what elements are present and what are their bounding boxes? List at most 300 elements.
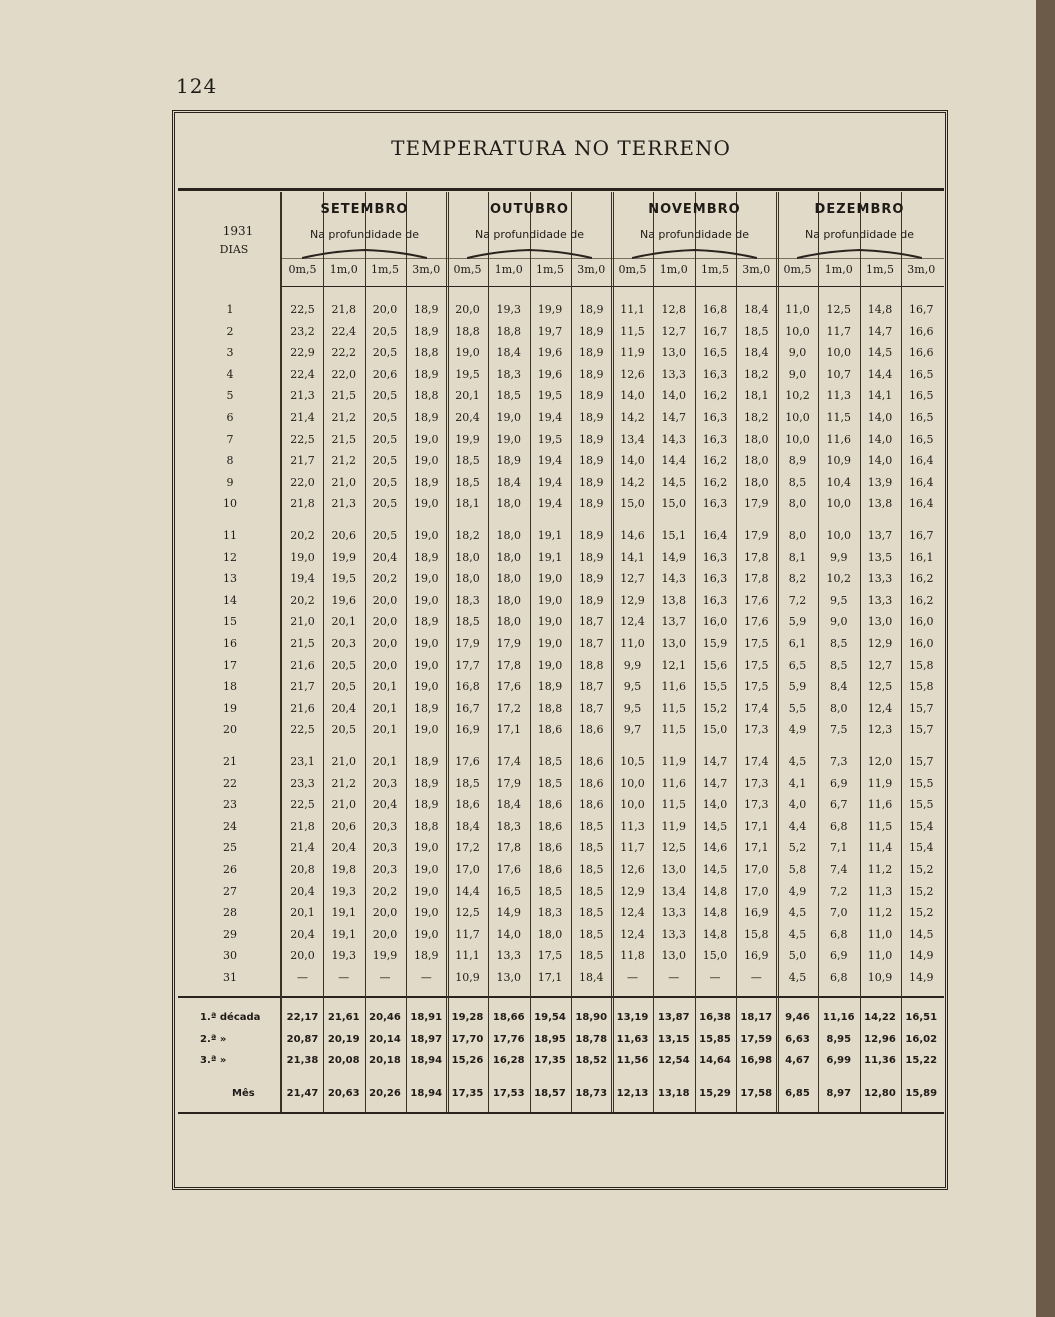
temperature-cell: 16,3 bbox=[702, 367, 728, 381]
summary-cell: 18,91 bbox=[410, 1012, 443, 1023]
temperature-cell: 12,4 bbox=[620, 927, 645, 941]
temperature-cell: 20,3 bbox=[372, 819, 398, 833]
temperature-cell: 4,9 bbox=[788, 884, 807, 898]
depth-caption: Na profundidade de bbox=[309, 228, 420, 241]
temperature-cell: 11,3 bbox=[826, 389, 851, 403]
temperature-cell: 20,6 bbox=[372, 367, 398, 381]
temperature-cell: — bbox=[338, 971, 350, 984]
temperature-cell: 19,0 bbox=[414, 593, 439, 607]
summary-cell: 19,54 bbox=[534, 1012, 566, 1023]
temperature-cell: 15,8 bbox=[744, 927, 769, 941]
temperature-cell: 21,0 bbox=[331, 755, 356, 768]
temperature-cell: 10,5 bbox=[620, 755, 645, 768]
page-number: 124 bbox=[176, 74, 218, 98]
temperature-cell: 18,6 bbox=[579, 776, 604, 790]
temperature-cell: 13,0 bbox=[661, 346, 686, 360]
temperature-cell: 18,4 bbox=[496, 475, 521, 489]
temperature-cell: 18,5 bbox=[537, 776, 563, 790]
temperature-cell: 23,1 bbox=[290, 755, 315, 768]
summary-label: 2.ª » bbox=[200, 1034, 227, 1045]
temperature-cell: 19,8 bbox=[331, 863, 356, 876]
summary-cell: 18,90 bbox=[575, 1012, 608, 1023]
temperature-cell: 14,8 bbox=[702, 884, 728, 898]
temperature-cell: 19,1 bbox=[537, 529, 563, 542]
temperature-cell: 21,2 bbox=[331, 454, 356, 468]
day-label: 10 bbox=[223, 497, 237, 511]
temperature-cell: 7,3 bbox=[830, 755, 848, 768]
temperature-cell: 8,0 bbox=[788, 497, 807, 511]
temperature-cell: 11,1 bbox=[620, 303, 645, 316]
depth-header: 1m,0 bbox=[824, 263, 853, 276]
temperature-cell: 17,6 bbox=[496, 680, 521, 694]
temperature-cell: 18,9 bbox=[414, 701, 439, 715]
temperature-cell: 12,6 bbox=[620, 367, 645, 381]
temperature-cell: 21,8 bbox=[290, 497, 315, 511]
summary-cell: 12,13 bbox=[616, 1088, 649, 1099]
temperature-cell: 18,9 bbox=[579, 411, 604, 424]
temperature-cell: 19,9 bbox=[372, 949, 398, 963]
temperature-cell: 17,5 bbox=[744, 680, 769, 694]
day-label: 20 bbox=[223, 723, 237, 737]
temperature-cell: 20,2 bbox=[372, 572, 398, 586]
summary-cell: 17,35 bbox=[534, 1055, 566, 1066]
temperature-cell: 12,9 bbox=[867, 637, 893, 650]
summary-cell: 20,18 bbox=[369, 1055, 401, 1066]
temperature-cell: 10,9 bbox=[867, 971, 893, 984]
temperature-cell: 16,7 bbox=[455, 701, 480, 715]
temperature-cell: 19,0 bbox=[414, 637, 439, 650]
temperature-cell: 12,5 bbox=[867, 680, 893, 694]
temperature-cell: 18,8 bbox=[496, 324, 521, 338]
temperature-cell: 11,5 bbox=[620, 324, 645, 338]
temperature-cell: 14,5 bbox=[702, 863, 728, 876]
depth-header: 3m,0 bbox=[412, 263, 441, 276]
temperature-cell: 15,1 bbox=[661, 529, 686, 542]
temperature-cell: 22,0 bbox=[290, 475, 315, 489]
temperature-cell: 18,9 bbox=[414, 324, 439, 338]
temperature-cell: 17,8 bbox=[744, 550, 769, 564]
temperature-cell: 20,0 bbox=[372, 906, 398, 920]
day-label: 31 bbox=[223, 971, 237, 984]
temperature-cell: 17,0 bbox=[744, 884, 769, 898]
temperature-cell: 15,7 bbox=[909, 755, 934, 768]
depth-header: 1m,5 bbox=[371, 263, 399, 276]
temperature-cell: 20,4 bbox=[331, 841, 356, 855]
temperature-cell: 21,0 bbox=[331, 475, 356, 489]
temperature-cell: 20,0 bbox=[372, 615, 398, 629]
month-header: OUTUBRO bbox=[489, 202, 569, 217]
temperature-cell: 13,3 bbox=[661, 906, 686, 920]
temperature-cell: 21,3 bbox=[290, 389, 315, 403]
day-label: 24 bbox=[223, 819, 237, 833]
summary-cell: 11,56 bbox=[616, 1055, 649, 1066]
temperature-cell: 20,0 bbox=[290, 949, 315, 963]
temperature-cell: 19,3 bbox=[331, 949, 356, 963]
temperature-cell: 13,0 bbox=[661, 863, 686, 876]
temperature-cell: 10,2 bbox=[826, 572, 851, 586]
temperature-cell: 20,5 bbox=[372, 432, 398, 446]
temperature-cell: 9,5 bbox=[830, 593, 848, 607]
temperature-cell: 6,8 bbox=[830, 927, 848, 941]
temperature-cell: 13,9 bbox=[867, 475, 893, 489]
summary-label: Mês bbox=[232, 1088, 255, 1099]
temperature-cell: 17,9 bbox=[455, 637, 480, 650]
temperature-cell: 18,9 bbox=[579, 346, 604, 360]
temperature-cell: 19,5 bbox=[537, 389, 563, 403]
temperature-cell: 16,4 bbox=[909, 497, 934, 511]
temperature-cell: 11,5 bbox=[661, 798, 686, 812]
temperature-cell: 16,2 bbox=[702, 454, 728, 468]
temperature-cell: 18,0 bbox=[744, 432, 769, 446]
day-label: 15 bbox=[223, 615, 237, 629]
temperature-cell: 7,5 bbox=[830, 723, 848, 737]
temperature-cell: 21,0 bbox=[331, 798, 356, 812]
temperature-cell: 20,0 bbox=[455, 303, 480, 316]
temperature-cell: 15,5 bbox=[909, 798, 934, 812]
temperature-cell: 14,0 bbox=[867, 432, 893, 446]
temperature-cell: 20,0 bbox=[372, 927, 398, 941]
temperature-cell: 18,5 bbox=[496, 389, 521, 403]
summary-cell: 11,16 bbox=[822, 1012, 855, 1023]
temperature-cell: 14,5 bbox=[661, 475, 686, 489]
temperature-cell: 10,0 bbox=[620, 776, 645, 790]
temperature-cell: 19,0 bbox=[414, 572, 439, 586]
summary-cell: 11,63 bbox=[616, 1034, 649, 1045]
temperature-cell: 19,9 bbox=[455, 432, 480, 446]
summary-cell: 15,29 bbox=[699, 1088, 731, 1099]
temperature-cell: 21,3 bbox=[331, 497, 356, 511]
temperature-cell: 18,9 bbox=[579, 497, 604, 511]
temperature-cell: 16,3 bbox=[702, 550, 728, 564]
temperature-cell: 4,5 bbox=[788, 906, 807, 920]
temperature-cell: 20,8 bbox=[290, 863, 315, 876]
temperature-cell: 16,4 bbox=[702, 529, 728, 542]
temperature-cell: 15,0 bbox=[702, 723, 728, 737]
temperature-cell: 18,3 bbox=[496, 819, 521, 833]
temperature-cell: 18,9 bbox=[579, 454, 604, 468]
temperature-cell: 18,7 bbox=[579, 680, 604, 694]
temperature-cell: 15,2 bbox=[909, 863, 934, 876]
temperature-cell: 12,4 bbox=[620, 615, 645, 629]
temperature-cell: 21,4 bbox=[290, 841, 315, 855]
title-rule bbox=[178, 188, 944, 191]
summary-cell: 17,59 bbox=[740, 1034, 773, 1045]
temperature-cell: 12,0 bbox=[867, 755, 893, 768]
temperature-cell: 11,9 bbox=[661, 755, 686, 768]
temperature-cell: 18,5 bbox=[455, 454, 480, 468]
temperature-cell: 12,7 bbox=[661, 324, 686, 338]
day-label: 9 bbox=[226, 475, 234, 489]
summary-cell: 17,58 bbox=[740, 1088, 773, 1099]
temperature-cell: 17,4 bbox=[496, 755, 521, 768]
temperature-cell: 17,1 bbox=[744, 841, 769, 855]
temperature-cell: 17,7 bbox=[455, 658, 480, 672]
temperature-cell: 18,4 bbox=[744, 303, 769, 316]
summary-cell: 19,28 bbox=[451, 1012, 484, 1023]
temperature-cell: 18,9 bbox=[579, 303, 604, 316]
temperature-cell: 14,9 bbox=[909, 971, 934, 984]
temperature-cell: 18,0 bbox=[496, 572, 521, 586]
temperature-cell: 14,8 bbox=[702, 927, 728, 941]
temperature-cell: 18,6 bbox=[579, 798, 604, 812]
temperature-cell: 19,9 bbox=[537, 303, 563, 316]
temperature-cell: 6,9 bbox=[830, 776, 848, 790]
temperature-cell: 14,7 bbox=[702, 755, 728, 768]
temperature-cell: 16,5 bbox=[909, 389, 934, 403]
depth-caption: Na profundidade de bbox=[639, 228, 750, 241]
day-label: 26 bbox=[223, 863, 237, 876]
temperature-cell: 19,0 bbox=[414, 906, 439, 920]
temperature-cell: 9,5 bbox=[623, 701, 642, 715]
temperature-cell: 12,5 bbox=[826, 303, 851, 316]
temperature-cell: 18,9 bbox=[579, 324, 604, 338]
temperature-cell: 16,5 bbox=[496, 884, 521, 898]
temperature-cell: 16,3 bbox=[702, 411, 728, 424]
temperature-cell: 19,4 bbox=[290, 572, 315, 586]
temperature-cell: 18,9 bbox=[537, 680, 563, 694]
temperature-cell: 14,7 bbox=[702, 776, 728, 790]
temperature-cell: 11,8 bbox=[620, 949, 645, 963]
temperature-cell: 13,5 bbox=[867, 550, 893, 564]
temperature-cell: — bbox=[627, 971, 638, 984]
temperature-cell: 18,9 bbox=[414, 367, 439, 381]
temperature-cell: 4,5 bbox=[788, 755, 807, 768]
temperature-cell: 13,0 bbox=[661, 637, 686, 650]
day-label: 7 bbox=[226, 432, 234, 446]
temperature-cell: 14,0 bbox=[620, 454, 645, 468]
temperature-cell: 19,4 bbox=[537, 411, 563, 424]
temperature-cell: 20,2 bbox=[290, 529, 315, 542]
depth-header: 3m,0 bbox=[907, 263, 936, 276]
temperature-cell: 11,0 bbox=[785, 303, 810, 316]
temperature-cell: 15,0 bbox=[661, 497, 686, 511]
summary-cell: 15,89 bbox=[905, 1088, 938, 1099]
temperature-cell: 11,9 bbox=[620, 346, 645, 360]
temperature-cell: — bbox=[750, 971, 762, 984]
temperature-cell: 8,5 bbox=[788, 475, 807, 489]
temperature-cell: 17,1 bbox=[744, 819, 769, 833]
temperature-cell: 15,2 bbox=[909, 884, 934, 898]
temperature-cell: 18,5 bbox=[579, 949, 604, 963]
depth-header: 0m,5 bbox=[453, 263, 482, 276]
summary-cell: 16,38 bbox=[699, 1012, 731, 1023]
temperature-cell: 5,5 bbox=[788, 701, 807, 715]
day-label: 2 bbox=[226, 324, 234, 338]
summary-cell: 18,78 bbox=[575, 1034, 608, 1045]
temperature-cell: 22,0 bbox=[331, 367, 356, 381]
temperature-cell: 15,7 bbox=[909, 701, 934, 715]
temperature-cell: 18,9 bbox=[414, 303, 439, 316]
temperature-cell: 16,2 bbox=[909, 572, 934, 586]
temperature-cell: 16,6 bbox=[909, 346, 934, 360]
temperature-cell: 17,3 bbox=[744, 723, 769, 737]
temperature-cell: 16,2 bbox=[702, 389, 728, 403]
day-label: 17 bbox=[223, 658, 237, 672]
summary-cell: 13,18 bbox=[657, 1088, 690, 1099]
temperature-cell: 17,1 bbox=[496, 723, 521, 737]
temperature-cell: 20,5 bbox=[331, 658, 356, 672]
temperature-cell: 4,9 bbox=[788, 723, 807, 737]
temperature-cell: 21,8 bbox=[331, 303, 356, 316]
temperature-cell: 8,4 bbox=[830, 680, 848, 694]
day-label: 5 bbox=[226, 389, 234, 403]
day-label: 21 bbox=[223, 755, 237, 768]
temperature-cell: 15,0 bbox=[620, 497, 645, 511]
temperature-cell: 21,7 bbox=[290, 680, 315, 694]
temperature-cell: 17,4 bbox=[744, 701, 769, 715]
temperature-cell: 17,0 bbox=[455, 863, 480, 876]
summary-cell: 14,22 bbox=[864, 1012, 896, 1023]
summary-cell: 16,51 bbox=[905, 1012, 938, 1023]
temperature-cell: 19,0 bbox=[537, 658, 563, 672]
day-label: 29 bbox=[223, 927, 237, 941]
temperature-cell: 9,0 bbox=[830, 615, 848, 629]
temperature-cell: 17,9 bbox=[744, 497, 769, 511]
day-label: 6 bbox=[226, 411, 234, 424]
temperature-cell: 18,9 bbox=[579, 529, 604, 542]
temperature-cell: 16,7 bbox=[702, 324, 728, 338]
temperature-cell: 19,7 bbox=[537, 324, 563, 338]
summary-cell: 13,15 bbox=[657, 1034, 690, 1045]
temperature-cell: 16,3 bbox=[702, 497, 728, 511]
summary-cell: 20,63 bbox=[327, 1088, 360, 1099]
temperature-cell: 19,0 bbox=[537, 572, 563, 586]
temperature-cell: 22,5 bbox=[290, 798, 315, 812]
day-label: 13 bbox=[223, 572, 237, 586]
temperature-cell: 18,8 bbox=[414, 346, 439, 360]
temperature-cell: 22,5 bbox=[290, 723, 315, 737]
day-label: 1 bbox=[226, 303, 234, 316]
temperature-cell: 11,3 bbox=[620, 819, 645, 833]
summary-cell: 18,94 bbox=[410, 1088, 443, 1099]
temperature-cell: 19,0 bbox=[455, 346, 480, 360]
summary-cell: 18,17 bbox=[740, 1012, 773, 1023]
temperature-cell: 16,3 bbox=[702, 593, 728, 607]
temperature-cell: 14,2 bbox=[620, 411, 645, 424]
temperature-cell: 6,8 bbox=[830, 971, 848, 984]
temperature-cell: 5,2 bbox=[788, 841, 807, 855]
summary-cell: 18,66 bbox=[492, 1012, 525, 1023]
temperature-cell: 13,8 bbox=[661, 593, 686, 607]
temperature-cell: 13,0 bbox=[496, 971, 521, 984]
temperature-cell: 4,1 bbox=[788, 776, 807, 790]
temperature-cell: 8,9 bbox=[788, 454, 807, 468]
temperature-cell: 7,2 bbox=[788, 593, 807, 607]
temperature-cell: 20,1 bbox=[372, 701, 398, 715]
temperature-cell: 18,8 bbox=[455, 324, 480, 338]
temperature-cell: 12,4 bbox=[867, 701, 893, 715]
temperature-cell: 10,4 bbox=[826, 475, 851, 489]
temperature-cell: 22,4 bbox=[331, 324, 356, 338]
temperature-cell: 4,0 bbox=[788, 798, 807, 812]
temperature-cell: 20,0 bbox=[372, 303, 398, 316]
summary-cell: 20,19 bbox=[327, 1034, 360, 1045]
summary-cell: 20,08 bbox=[327, 1055, 360, 1066]
temperature-cell: 14,5 bbox=[909, 927, 934, 941]
summary-cell: 14,64 bbox=[699, 1055, 731, 1066]
day-label: 3 bbox=[226, 346, 234, 360]
temperature-cell: 21,5 bbox=[331, 432, 356, 446]
temperature-cell: 11,9 bbox=[867, 776, 893, 790]
temperature-cell: 14,0 bbox=[620, 389, 645, 403]
day-label: 4 bbox=[226, 367, 234, 381]
summary-cell: 22,17 bbox=[286, 1012, 319, 1023]
temperature-cell: 18,5 bbox=[579, 841, 604, 855]
brace-mark bbox=[797, 244, 922, 254]
temperature-cell: 11,5 bbox=[867, 819, 893, 833]
temperature-cell: — bbox=[297, 971, 308, 984]
bottom-rule bbox=[178, 1112, 944, 1114]
temperature-cell: 16,5 bbox=[702, 346, 728, 360]
temperature-cell: 17,2 bbox=[455, 841, 480, 855]
temperature-cell: 16,9 bbox=[455, 723, 480, 737]
temperature-cell: 21,4 bbox=[290, 411, 315, 424]
temperature-cell: 12,1 bbox=[661, 658, 686, 672]
temperature-cell: 14,6 bbox=[702, 841, 728, 855]
temperature-cell: 19,6 bbox=[537, 367, 563, 381]
temperature-cell: 10,9 bbox=[455, 971, 480, 984]
temperature-cell: 18,9 bbox=[579, 432, 604, 446]
temperature-cell: 20,6 bbox=[331, 819, 356, 833]
temperature-cell: 18,5 bbox=[579, 906, 604, 920]
temperature-cell: 14,7 bbox=[661, 411, 686, 424]
temperature-cell: 20,1 bbox=[372, 723, 398, 737]
temperature-cell: 14,6 bbox=[620, 529, 645, 542]
temperature-cell: 18,5 bbox=[579, 819, 604, 833]
dias-label: DIAS bbox=[219, 243, 249, 256]
temperature-cell: 10,7 bbox=[826, 367, 851, 381]
summary-cell: 8,97 bbox=[826, 1088, 852, 1099]
temperature-cell: 19,0 bbox=[496, 411, 521, 424]
day-label: 12 bbox=[223, 550, 237, 564]
temperature-cell: 20,4 bbox=[372, 798, 398, 812]
temperature-cell: 19,0 bbox=[414, 863, 439, 876]
book-edge bbox=[1036, 0, 1055, 1317]
temperature-cell: 16,2 bbox=[909, 593, 934, 607]
summary-cell: 20,26 bbox=[369, 1088, 401, 1099]
temperature-cell: 18,9 bbox=[496, 454, 521, 468]
temperature-cell: 10,0 bbox=[826, 529, 851, 542]
summary-cell: 6,85 bbox=[785, 1088, 810, 1099]
temperature-cell: 22,2 bbox=[331, 346, 356, 360]
temperature-cell: 19,4 bbox=[537, 454, 563, 468]
temperature-cell: 15,7 bbox=[909, 723, 934, 737]
temperature-cell: 21,8 bbox=[290, 819, 315, 833]
depth-caption: Na profundidade de bbox=[804, 228, 915, 241]
temperature-cell: 8,5 bbox=[830, 658, 848, 672]
summary-cell: 20,14 bbox=[369, 1034, 401, 1045]
summary-cell: 9,46 bbox=[785, 1012, 810, 1023]
temperature-cell: 21,5 bbox=[290, 637, 315, 650]
summary-cell: 15,26 bbox=[451, 1055, 484, 1066]
day-label: 27 bbox=[223, 884, 237, 898]
temperature-cell: 18,0 bbox=[744, 454, 769, 468]
temperature-cell: 20,3 bbox=[372, 863, 398, 876]
temperature-cell: 18,9 bbox=[414, 798, 439, 812]
table-title: TEMPERATURA NO TERRENO bbox=[391, 136, 731, 160]
temperature-cell: 15,6 bbox=[702, 658, 728, 672]
temperature-cell: 13,0 bbox=[867, 615, 893, 629]
temperature-cell: 9,0 bbox=[788, 367, 807, 381]
depth-header: 1m,5 bbox=[701, 263, 729, 276]
temperature-cell: 11,9 bbox=[661, 819, 686, 833]
temperature-cell: 14,9 bbox=[909, 949, 934, 963]
temperature-cell: 11,5 bbox=[661, 723, 686, 737]
temperature-cell: 18,8 bbox=[537, 701, 563, 715]
temperature-cell: 18,0 bbox=[496, 529, 521, 542]
temperature-cell: 18,8 bbox=[414, 389, 439, 403]
temperature-cell: 18,2 bbox=[744, 411, 769, 424]
